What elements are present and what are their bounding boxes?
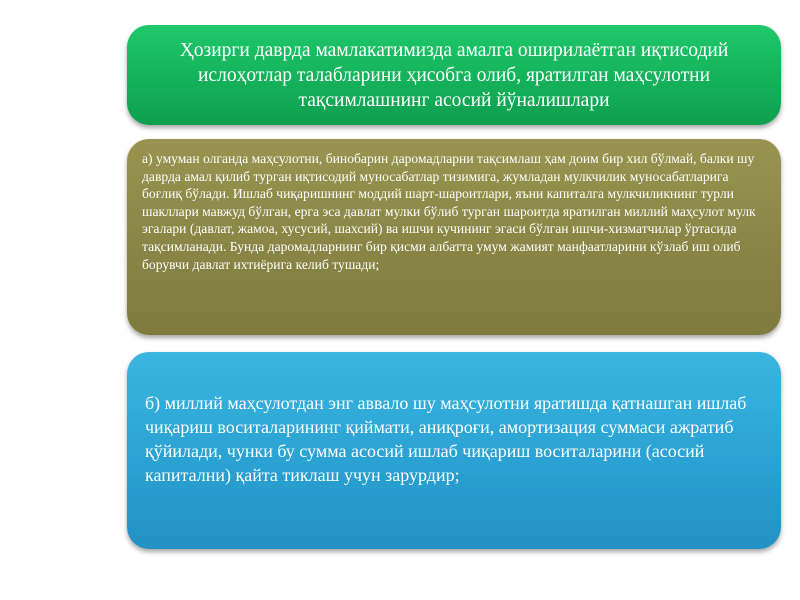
- title-box: [127, 25, 781, 125]
- point-b-text: б) миллий маҳсулотдан энг аввало шу маҳсулотни яратишда қатнашган ишлаб чиқариш воситаларининг қиймати, аниқроғи, амортизация суммаси ажратиб қўйилади, чунки бу сумма асосий ишлаб чиқариш воситаларини (асосий капитални) қайта тиклаш учун зарурдир;: [145, 393, 747, 485]
- title-text: Ҳозирги даврда мамлакатимизда амалга оширилаётган иқтисодий ислоҳотлар талабларини ҳисобга олиб, яратилган маҳсулотни тақсимлашнинг асосий йўналишлари: [179, 39, 729, 111]
- point-b-box: [127, 352, 781, 549]
- point-a-text: а) умуман олганда маҳсулотни, бинобарин даромадларни тақсимлаш ҳам доим бир хил бўлмай, балки шу даврда амал қилиб турган иқтисодий муносабатлар тизимига, жумладан мулкчилик муносабатларига боғлиқ бўлади. Ишлаб чиқаришнинг моддий шарт-шароитлари, яъни капиталга мулкчиликнинг турли шакллари мавжуд бўлган, ерга эса давлат мулки бўлиб турган шароитда яратилган миллий маҳсулот мулк эгалари (давлат, жамоа, хусусий, шахсий) ва ишчи кучининг эгаси бўлган ишчи-хизматчилар ўртасида тақсимланади. Бунда даромадларнинг бир қисми албатта умум жамият манфаатларини кўзлаб иш олиб борувчи давлат ихтиёрига келиб тушади;: [142, 151, 756, 272]
- point-a-box: [127, 139, 781, 335]
